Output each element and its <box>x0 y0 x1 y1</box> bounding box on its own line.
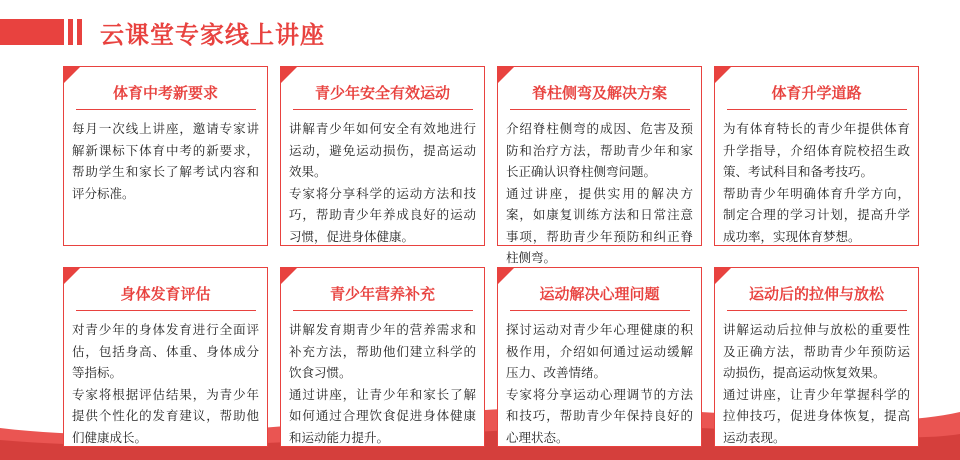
card-corner-decoration <box>715 268 731 284</box>
card-corner-decoration <box>281 67 297 83</box>
card-body <box>64 319 267 448</box>
card-paragraph: 通过讲座，提供实用的解决方案，如康复训练方法和日常注意事项，帮助青少年预防和纠正脊柱侧弯。 <box>506 185 693 265</box>
card-title-divider <box>727 109 907 110</box>
header-accent-bar <box>0 19 64 45</box>
lecture-card <box>63 267 268 447</box>
card-title: 运动后的拉伸与放松 <box>748 285 884 303</box>
lecture-card <box>714 267 919 447</box>
card-paragraph: 帮助青少年明确体育升学方向，制定合理的学习计划，提高升学成功率，实现体育梦想。 <box>723 185 910 244</box>
card-body <box>281 118 484 247</box>
lecture-card <box>63 66 268 246</box>
card-title: 青少年安全有效运动 <box>314 84 450 102</box>
card-paragraph: 讲解发育期青少年的营养需求和补充方法，帮助他们建立科学的饮食习惯。 <box>289 322 476 380</box>
lecture-card <box>280 66 485 246</box>
card-corner-decoration <box>281 268 297 284</box>
card-body <box>64 118 267 204</box>
card-paragraph: 专家将分享运动心理调节的方法和技巧，帮助青少年保持良好的心理状态。 <box>506 386 693 445</box>
card-paragraph: 对青少年的身体发育进行全面评估，包括身高、体重、身体成分等指标。 <box>72 322 259 380</box>
lecture-card <box>497 66 702 265</box>
card-title-divider <box>76 109 256 110</box>
card-paragraph: 专家将根据评估结果，为青少年提供个性化的发育建议，帮助他们健康成长。 <box>72 386 259 445</box>
page-title: 云课堂专家线上讲座 <box>100 21 325 49</box>
card-body <box>281 319 484 448</box>
card-corner-decoration <box>498 67 514 83</box>
card-title: 脊柱侧弯及解决方案 <box>531 84 667 102</box>
card-title-divider <box>76 310 256 311</box>
card-title: 体育中考新要求 <box>112 84 218 102</box>
card-body <box>715 319 918 448</box>
page-header <box>0 0 960 60</box>
card-paragraph: 讲解青少年如何安全有效地进行运动，避免运动损伤，提高运动效果。 <box>289 121 476 179</box>
card-title-divider <box>293 310 473 311</box>
card-paragraph: 探讨运动对青少年心理健康的积极作用，介绍如何通过运动缓解压力、改善情绪。 <box>506 322 693 380</box>
card-title: 体育升学道路 <box>771 84 862 102</box>
card-body <box>715 118 918 247</box>
lecture-card <box>714 66 919 246</box>
card-paragraph: 通过讲座，让青少年和家长了解如何通过合理饮食促进身体健康和运动能力提升。 <box>289 386 476 445</box>
header-accent-stripe <box>68 19 73 45</box>
card-corner-decoration <box>64 67 80 83</box>
card-corner-decoration <box>715 67 731 83</box>
card-title: 运动解决心理问题 <box>539 285 660 303</box>
card-title: 身体发育评估 <box>120 285 211 303</box>
card-corner-decoration <box>498 268 514 284</box>
card-body <box>498 118 701 269</box>
card-body <box>498 319 701 448</box>
header-accent-stripe <box>77 19 82 45</box>
card-paragraph: 为有体育特长的青少年提供体育升学指导，介绍体育院校招生政策、考试科目和备考技巧。 <box>723 121 910 179</box>
card-paragraph: 每月一次线上讲座，邀请专家讲解新课标下体育中考的新要求，帮助学生和家长了解考试内容和评分标准。 <box>72 121 259 201</box>
card-paragraph: 介绍脊柱侧弯的成因、危害及预防和治疗方法，帮助青少年和家长正确认识脊柱侧弯问题。 <box>506 121 693 179</box>
lecture-card <box>280 267 485 447</box>
card-title-divider <box>510 109 690 110</box>
card-title: 青少年营养补充 <box>329 285 435 303</box>
lecture-card <box>497 267 702 447</box>
card-title-divider <box>727 310 907 311</box>
lecture-card-grid <box>63 66 919 447</box>
card-paragraph: 讲解运动后拉伸与放松的重要性及正确方法，帮助青少年预防运动损伤，提高运动恢复效果。 <box>723 322 910 380</box>
card-title-divider <box>293 109 473 110</box>
card-paragraph: 通过讲座，让青少年掌握科学的拉伸技巧，促进身体恢复，提高运动表现。 <box>723 386 910 445</box>
card-title-divider <box>510 310 690 311</box>
card-paragraph: 专家将分享科学的运动方法和技巧，帮助青少年养成良好的运动习惯，促进身体健康。 <box>289 185 476 244</box>
card-corner-decoration <box>64 268 80 284</box>
